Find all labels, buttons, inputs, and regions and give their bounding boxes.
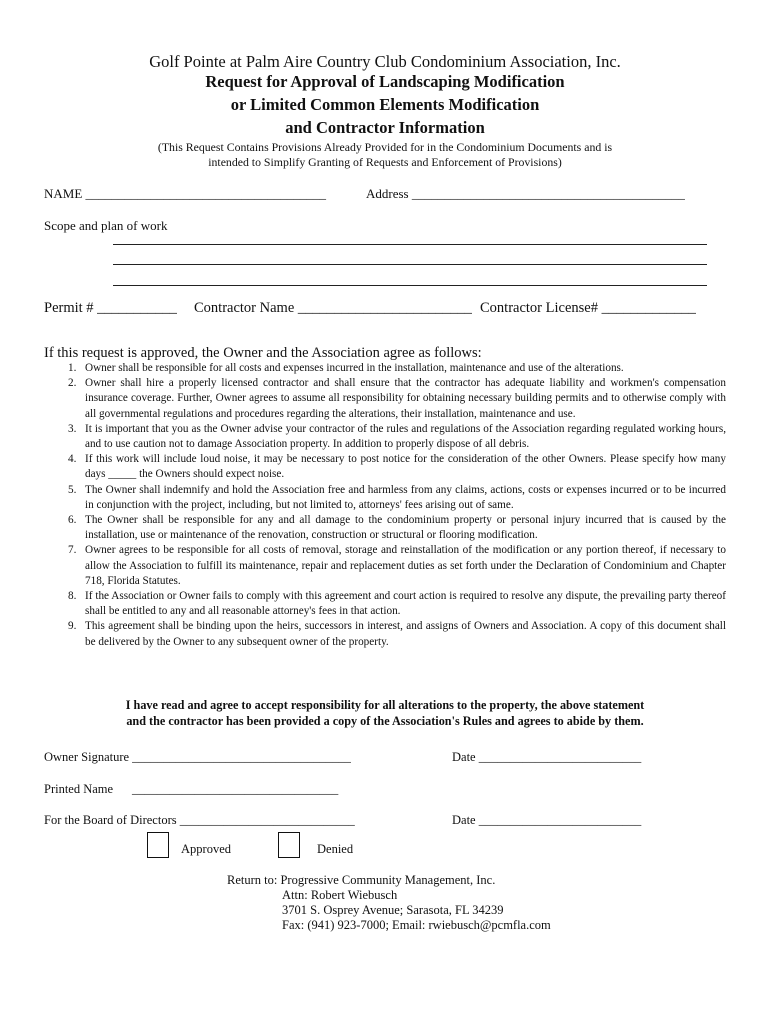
board-date-field[interactable]: Date __________________________	[452, 813, 642, 827]
contractor-name-field[interactable]: Contractor Name ________________________	[194, 300, 472, 316]
term-number: 7.	[68, 544, 77, 557]
contractor-license-field[interactable]: Contractor License# _____________	[480, 300, 696, 316]
name-field[interactable]: NAME _____________________________________	[44, 186, 327, 201]
term-item	[40, 619, 726, 649]
denied-checkbox[interactable]	[278, 832, 300, 858]
term-number: 5.	[68, 483, 77, 496]
terms-intro: If this request is approved, the Owner and the Association agree as follows:	[44, 345, 482, 361]
approved-label: Approved	[181, 842, 231, 856]
form-title-line2: or Limited Common Elements Modification	[230, 95, 540, 114]
printed-name-field[interactable]: _________________________________	[132, 782, 339, 796]
term-item	[40, 452, 726, 482]
term-number: 8.	[68, 590, 77, 603]
agreement-statement-line1: I have read and agree to accept responsibility for all alterations to the property, the above statement	[125, 698, 645, 712]
term-number: 2.	[68, 377, 77, 390]
return-to-contact: Fax: (941) 923-7000; Email: rwiebusch@pcmfla.com	[282, 918, 551, 932]
approved-checkbox[interactable]	[147, 832, 169, 858]
term-number: 1.	[68, 362, 77, 374]
term-item	[40, 483, 726, 513]
agreement-statement-line2: and the contractor has been provided a copy of the Association's Rules and agrees to abide by them.	[126, 714, 644, 728]
term-item	[40, 376, 726, 422]
return-to-line: Return to: Progressive Community Management, Inc.	[227, 873, 496, 887]
form-title-line3: and Contractor Information	[285, 118, 485, 137]
owner-date-field[interactable]: Date __________________________	[452, 750, 642, 764]
address-field[interactable]: Address __________________________________________	[366, 186, 685, 201]
permit-field[interactable]: Permit # ___________	[44, 300, 177, 316]
scope-line-1[interactable]	[113, 244, 707, 245]
return-to-attn: Attn: Robert Wiebusch	[282, 888, 398, 902]
term-text: Owner agrees to be responsible for all costs of removal, storage and reinstallation of the modification or any portion thereof, if necessary to allow the Association to fulfill its maintenance, repair and replacement duties as set forth under the Declaration of Condominium and Chapter 718, Florida Statutes.	[85, 544, 726, 587]
term-text: This agreement shall be binding upon the heirs, successors in interest, and assigns of Owners and Association. A copy of this document shall be delivered by the Owner to any subsequent owner of the property.	[85, 620, 726, 648]
term-number: 4.	[68, 453, 77, 466]
scope-label: Scope and plan of work	[44, 218, 168, 233]
scope-line-3[interactable]	[113, 285, 707, 286]
terms-list	[40, 361, 726, 650]
term-item	[40, 513, 726, 543]
term-text: Owner shall hire a properly licensed contractor and shall ensure that the contractor has adequate liability and workmen's compensation insurance coverage. Further, Owner agrees to assume all responsibility for obtaining necessary building permits and to otherwise comply with all governmental regulations and procedures regarding the alterations, their installation, maintenance and use.	[85, 377, 726, 420]
term-number: 6.	[68, 514, 77, 527]
term-text: It is important that you as the Owner advise your contractor of the rules and regulations of the Association regarding regulated working hours, and to use caution not to damage Association property. In addition to properly dispose of all debris.	[85, 422, 726, 451]
term-item	[40, 589, 726, 619]
denied-label: Denied	[317, 842, 354, 856]
term-item	[40, 422, 726, 452]
owner-signature-field[interactable]: Owner Signature ___________________________________	[44, 750, 351, 764]
form-subtitle-line1: (This Request Contains Provisions Already Provided for in the Condominium Documents and is	[157, 140, 613, 154]
term-text: If this work will include loud noise, it may be necessary to post notice for the consideration of the other Owners. Please specify how many days _____ the Owners should expect noise.	[85, 453, 726, 481]
term-item	[40, 543, 726, 589]
term-number: 3.	[68, 422, 77, 435]
form-title-line1: Request for Approval of Landscaping Modification	[205, 72, 565, 91]
return-to-address: 3701 S. Osprey Avenue; Sarasota, FL 34239	[282, 903, 504, 917]
term-text: Owner shall be responsible for all costs and expenses incurred in the installation, maintenance and use of the alterations.	[85, 362, 624, 374]
board-signature-field[interactable]: For the Board of Directors ____________________________	[44, 813, 355, 827]
form-subtitle-line2: intended to Simplify Granting of Requests and Enforcement of Provisions)	[208, 155, 562, 169]
term-text: The Owner shall indemnify and hold the Association free and harmless from any claims, actions, costs or expenses incurred or to be incurred in conjunction with the project, including, but not limited to, attorneys' fees arising out of same.	[85, 483, 726, 511]
organization-name: Golf Pointe at Palm Aire Country Club Condominium Association, Inc.	[149, 52, 621, 71]
term-text: If the Association or Owner fails to comply with this agreement and court action is required to resolve any dispute, the prevailing party thereof shall be entitled to any and all reasonable attorney's fees in that action.	[85, 590, 726, 618]
printed-name-label: Printed Name	[44, 782, 114, 796]
term-number: 9.	[68, 620, 77, 633]
term-text: The Owner shall be responsible for any and all damage to the condominium property or personal injury incurred that is caused by the installation, use or maintenance of the renovation, construction or structural or flooring modification.	[85, 514, 726, 542]
scope-line-2[interactable]	[113, 264, 707, 265]
term-item	[40, 361, 726, 376]
